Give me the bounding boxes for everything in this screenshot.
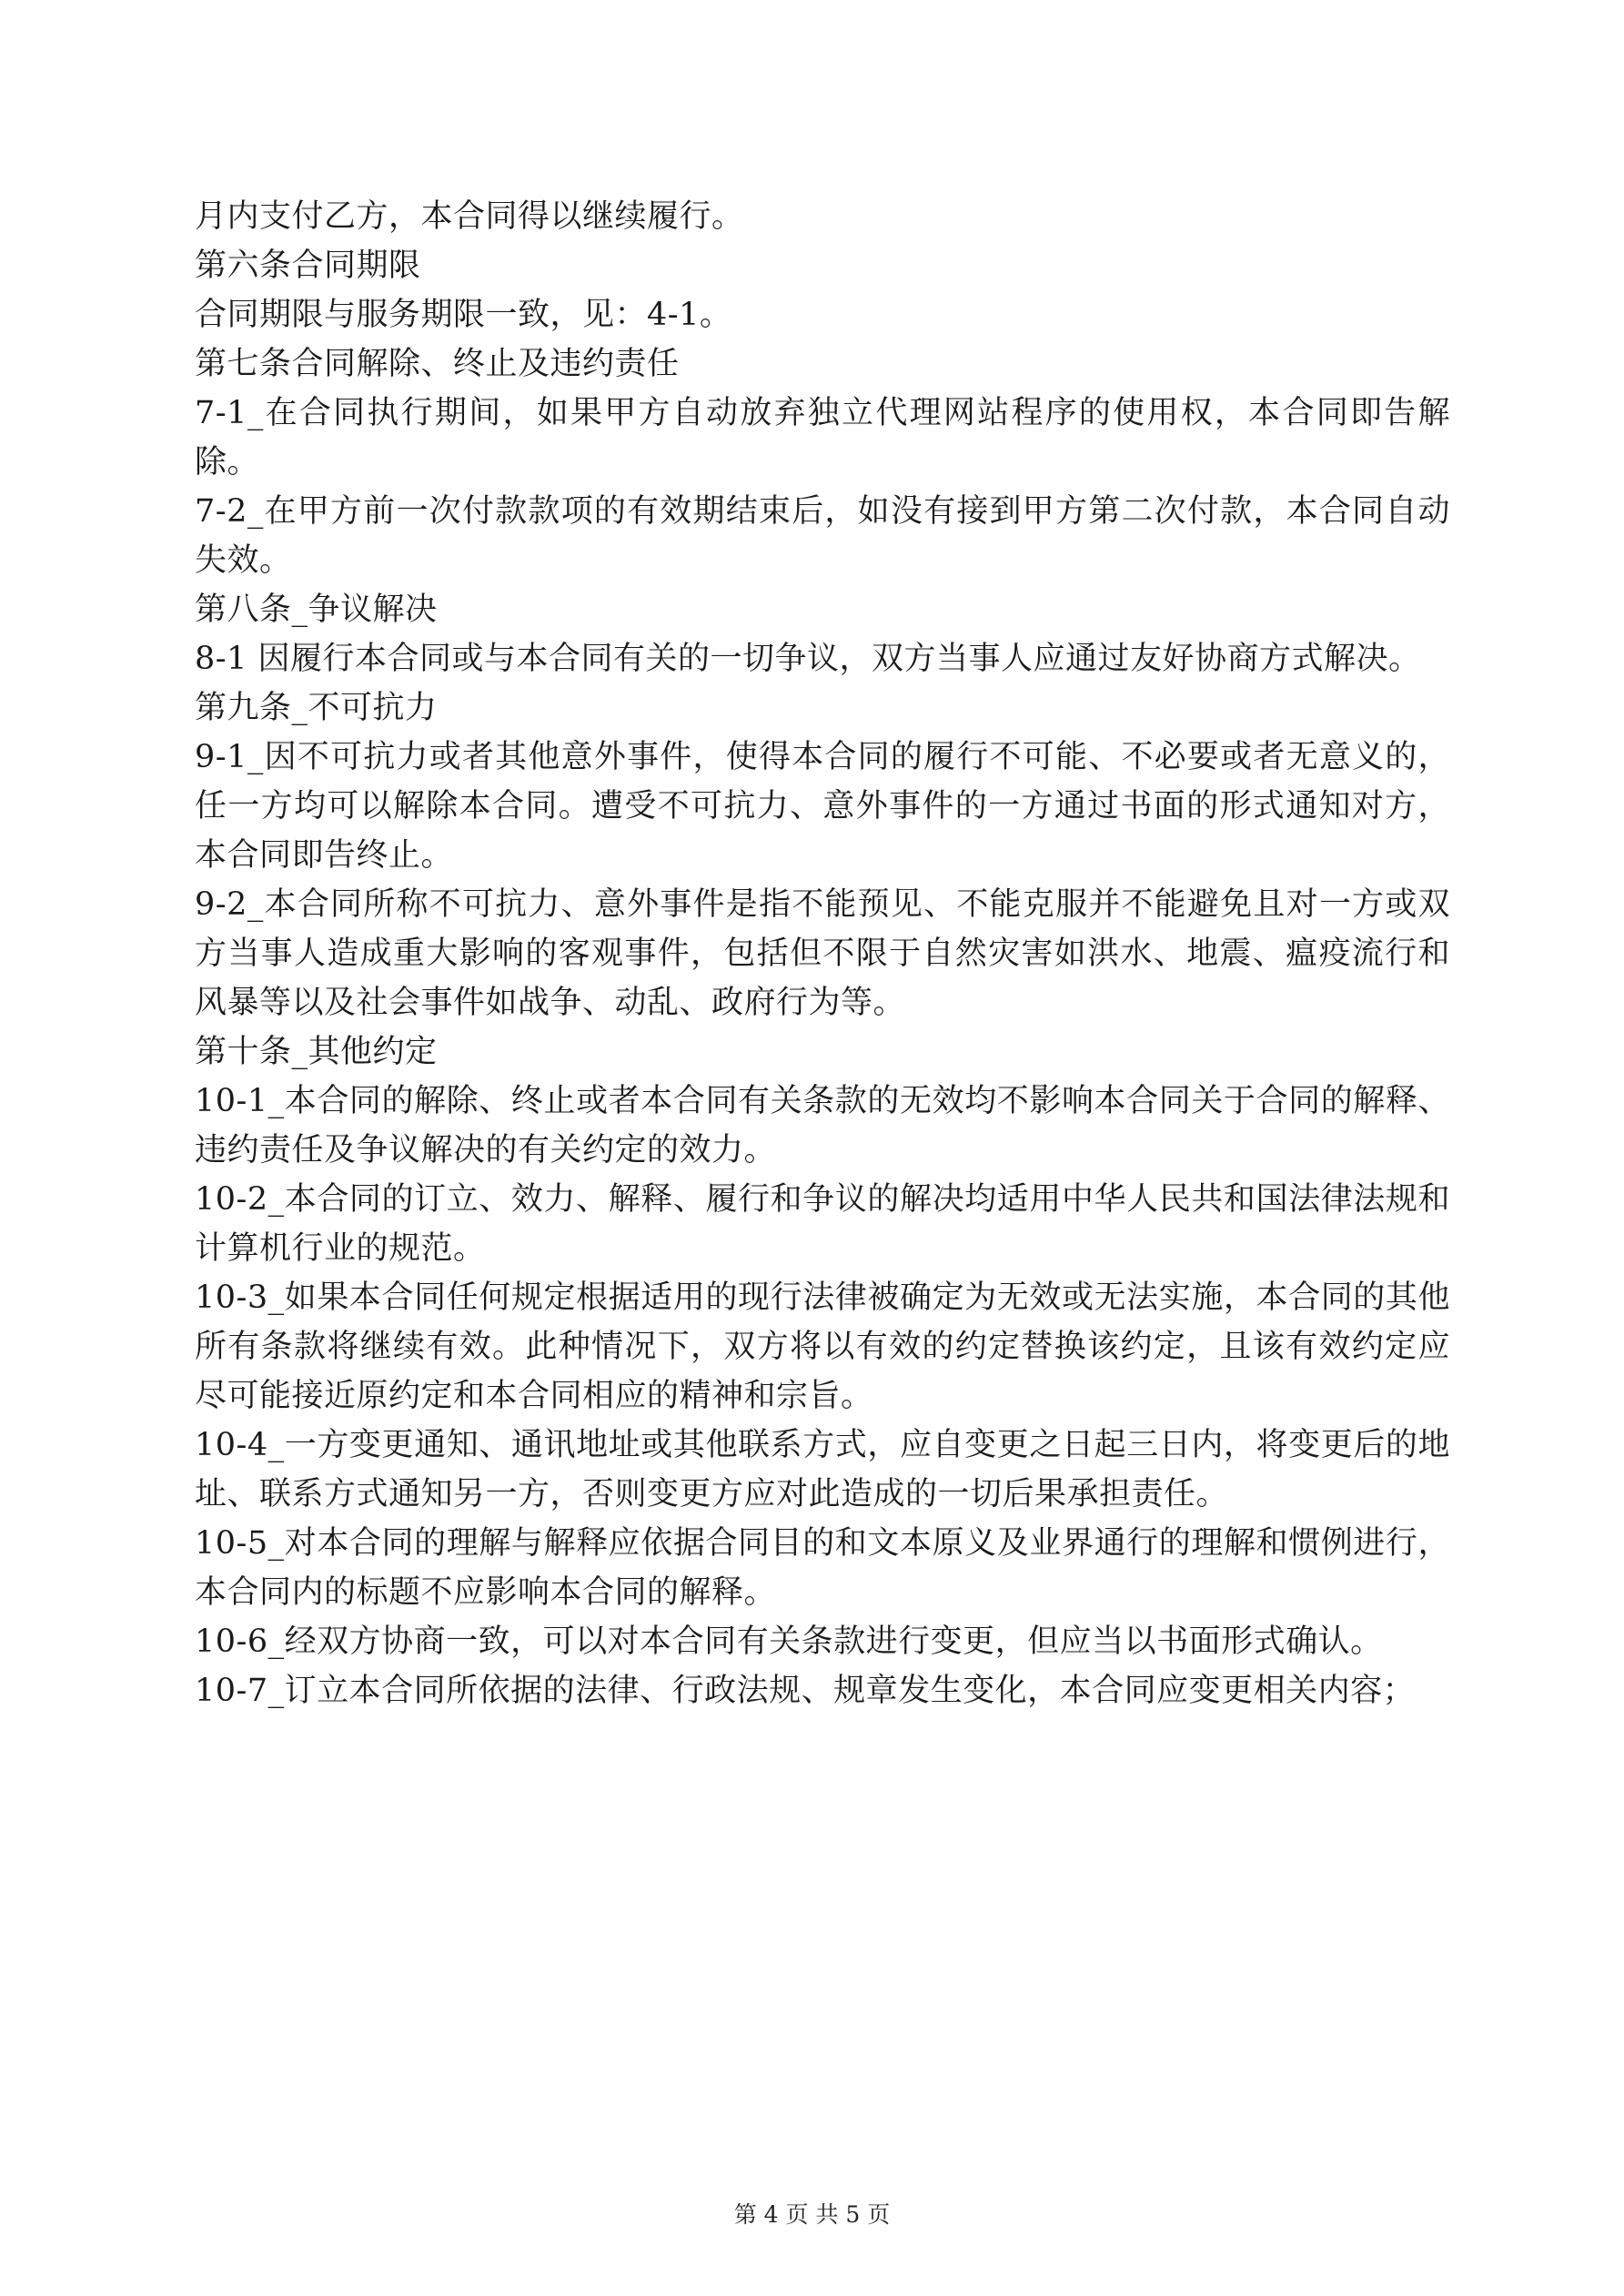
paragraph: 9-2_本合同所称不可抗力、意外事件是指不能预见、不能克服并不能避免且对一方或双方当事人造成重大影响的客观事件，包括但不限于自然灾害如洪水、地震、瘟疫流行和风暴等以及社会事件如战争、动乱、政府行为等。 — [195, 886, 1450, 1021]
paragraph: 月内支付乙方，本合同得以继续履行。 — [195, 198, 744, 235]
paragraph: 10-2_本合同的订立、效力、解释、履行和争议的解决均适用中华人民共和国法律法规和计算机行业的规范。 — [195, 1181, 1450, 1267]
paragraph: 10-4_一方变更通知、通讯地址或其他联系方式，应自变更之日起三日内，将变更后的地址、联系方式通知另一方，否则变更方应对此造成的一切后果承担责任。 — [195, 1427, 1450, 1512]
paragraph: 10-6_经双方协商一致，可以对本合同有关条款进行变更，但应当以书面形式确认。 — [195, 1623, 1383, 1660]
paragraph: 10-1_本合同的解除、终止或者本合同有关条款的无效均不影响本合同关于合同的解释、违约责任及争议解决的有关约定的效力。 — [195, 1083, 1450, 1168]
paragraph: 7-2_在甲方前一次付款款项的有效期结束后，如没有接到甲方第二次付款，本合同自动失效。 — [195, 493, 1450, 579]
section-heading: 第六条合同期限 — [195, 248, 421, 284]
paragraph: 合同期限与服务期限一致，见：4-1。 — [195, 297, 732, 333]
paragraph: 10-3_如果本合同任何规定根据适用的现行法律被确定为无效或无法实施，本合同的其他所有条款将继续有效。此种情况下，双方将以有效的约定替换该约定，且该有效约定应尽可能接近原约定和本合同相应的精神和宗旨。 — [195, 1279, 1450, 1414]
paragraph: 10-7_订立本合同所依据的法律、行政法规、规章发生变化，本合同应变更相关内容； — [195, 1673, 1416, 1709]
document-body — [195, 192, 1450, 1715]
section-heading: 第十条_其他约定 — [195, 1034, 438, 1070]
paragraph: 8-1 因履行本合同或与本合同有关的一切争议，双方当事人应通过友好协商方式解决。 — [195, 641, 1421, 677]
section-heading: 第七条合同解除、终止及违约责任 — [195, 346, 680, 382]
paragraph: 10-5_对本合同的理解与解释应依据合同目的和文本原义及业界通行的理解和惯例进行，本合同内的标题不应影响本合同的解释。 — [195, 1525, 1450, 1611]
page-number-footer: 第 4 页 共 5 页 — [733, 2201, 891, 2228]
paragraph: 7-1_在合同执行期间，如果甲方自动放弃独立代理网站程序的使用权，本合同即告解除。 — [195, 395, 1450, 480]
paragraph: 9-1_因不可抗力或者其他意外事件，使得本合同的履行不可能、不必要或者无意义的，任一方均可以解除本合同。遭受不可抗力、意外事件的一方通过书面的形式通知对方，本合同即告终止。 — [195, 739, 1450, 874]
section-heading: 第九条_不可抗力 — [195, 690, 438, 726]
section-heading: 第八条_争议解决 — [195, 592, 438, 628]
